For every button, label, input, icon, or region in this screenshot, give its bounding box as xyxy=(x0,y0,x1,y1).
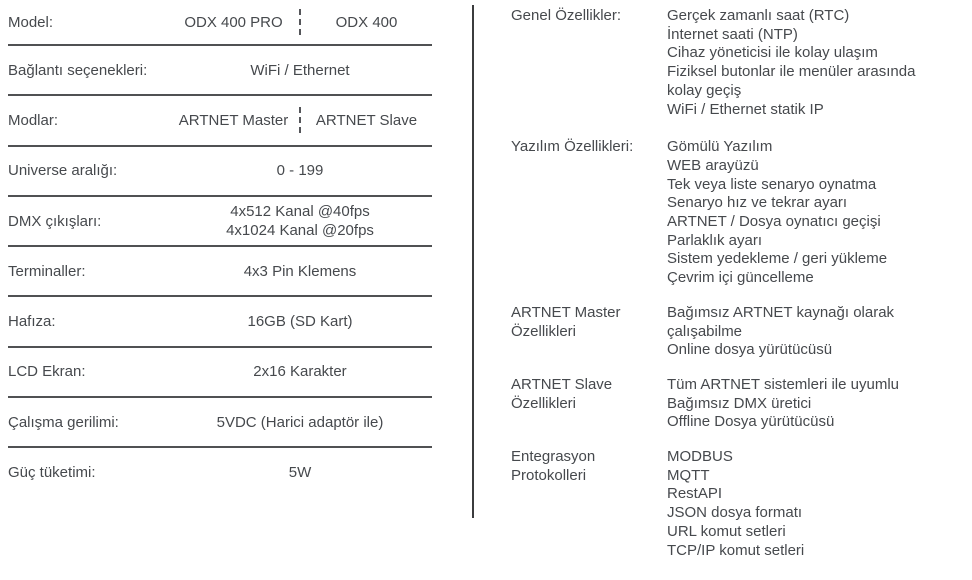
feature-item: Tüm ARTNET sistemleri ile uyumlu xyxy=(667,375,900,393)
feature-section-values xyxy=(667,138,961,288)
feature-section-values xyxy=(667,448,961,560)
spec-value xyxy=(168,247,432,295)
feature-item: Sistem yedekleme / geri yükleme xyxy=(667,250,888,268)
spec-value-lines xyxy=(168,202,432,240)
spec-row xyxy=(8,247,432,297)
feature-item: Fiziksel butonlar ile menüler arasında xyxy=(667,63,916,81)
feature-item: RestAPI xyxy=(667,485,723,503)
feature-item: Offline Dosya yürütücüsü xyxy=(667,413,835,431)
spec-row xyxy=(8,297,432,347)
spec-label: Hafıza: xyxy=(8,313,56,331)
spec-value-line: 4x512 Kanal @40fps xyxy=(230,203,370,221)
spec-label: DMX çıkışları: xyxy=(8,212,102,230)
spec-row xyxy=(8,147,432,197)
feature-item: Senaryo hız ve tekrar ayarı xyxy=(667,194,848,212)
feature-section-label-line: ARTNET Slave xyxy=(511,375,613,393)
spec-value-text: WiFi / Ethernet xyxy=(250,61,350,79)
feature-item: Gömülü Yazılım xyxy=(667,138,773,156)
spec-value-text: 0 - 199 xyxy=(276,162,324,180)
spec-label: Modlar: xyxy=(8,111,59,129)
feature-item: Bağımsız ARTNET kaynağı olarak xyxy=(667,303,895,321)
spec-label: Bağlantı seçenekleri: xyxy=(8,61,148,79)
feature-section xyxy=(511,448,961,560)
column-divider xyxy=(472,5,474,518)
spec-label: Model: xyxy=(8,13,54,31)
feature-section-label xyxy=(511,376,667,432)
spec-value xyxy=(168,398,432,446)
feature-item: WEB arayüzü xyxy=(667,156,759,174)
feature-item: ARTNET / Dosya oynatıcı geçişi xyxy=(667,213,881,231)
spec-value-right: ODX 400 xyxy=(335,13,398,31)
feature-item: Çevrim içi güncelleme xyxy=(667,269,814,287)
spec-value xyxy=(168,147,432,195)
feature-section-values xyxy=(667,304,961,360)
spec-value-text: 5VDC (Harici adaptör ile) xyxy=(216,413,384,431)
feature-item: URL komut setleri xyxy=(667,522,786,540)
feature-item: TCP/IP komut setleri xyxy=(667,541,805,559)
spec-row xyxy=(8,96,432,146)
feature-section-label-line: Özellikleri xyxy=(511,394,577,412)
feature-section-label-line: Özellikleri xyxy=(511,322,577,340)
feature-item: Tek veya liste senaryo oynatma xyxy=(667,175,877,193)
feature-section-label xyxy=(511,304,667,360)
spec-label: Çalışma gerilimi: xyxy=(8,413,119,431)
feature-item: Gerçek zamanlı saat (RTC) xyxy=(667,7,850,24)
feature-section xyxy=(511,7,961,119)
feature-section-label-line: Genel Özellikler: xyxy=(511,7,622,24)
feature-section xyxy=(511,138,961,288)
feature-section-label xyxy=(511,138,667,288)
spec-value xyxy=(168,46,432,94)
spec-row xyxy=(8,0,432,46)
spec-label: LCD Ekran: xyxy=(8,363,86,381)
feature-section-label-line: ARTNET Master xyxy=(511,303,621,321)
feature-item: MODBUS xyxy=(667,448,733,466)
feature-item: Parlaklık ayarı xyxy=(667,231,763,249)
feature-section xyxy=(511,376,961,432)
feature-section-values xyxy=(667,376,961,432)
features-panel xyxy=(511,7,961,576)
spec-value-text: 16GB (SD Kart) xyxy=(247,313,353,331)
spec-row xyxy=(8,448,432,496)
spec-value xyxy=(168,448,432,496)
feature-item: Cihaz yöneticisi ile kolay ulaşım xyxy=(667,44,878,62)
spec-value-text: 5W xyxy=(288,464,312,482)
feature-section-label-line: Entegrasyon xyxy=(511,448,596,466)
spec-table xyxy=(8,0,432,497)
spec-value-line: 4x1024 Kanal @20fps xyxy=(226,222,374,240)
feature-item: Online dosya yürütücüsü xyxy=(667,341,833,359)
feature-section-values xyxy=(667,7,961,119)
spec-row xyxy=(8,398,432,448)
spec-row xyxy=(8,46,432,96)
spec-value xyxy=(168,197,432,245)
feature-item: çalışabilme xyxy=(667,322,743,340)
spec-value xyxy=(168,96,432,144)
spec-row xyxy=(8,197,432,247)
feature-section-label-line: Yazılım Özellikleri: xyxy=(511,138,634,156)
spec-value-left: ODX 400 PRO xyxy=(184,13,283,31)
spec-label: Güç tüketimi: xyxy=(8,464,96,482)
spec-value-text: 2x16 Karakter xyxy=(253,363,347,381)
spec-value-right: ARTNET Slave xyxy=(315,111,418,129)
spec-value-text: 4x3 Pin Klemens xyxy=(243,262,357,280)
spec-value xyxy=(168,297,432,345)
feature-item: Bağımsız DMX üretici xyxy=(667,394,812,412)
feature-item: İnternet saati (NTP) xyxy=(667,25,798,43)
feature-item: JSON dosya formatı xyxy=(667,504,803,522)
feature-section xyxy=(511,304,961,360)
feature-item: WiFi / Ethernet statik IP xyxy=(667,100,824,118)
feature-section-label xyxy=(511,7,667,119)
spec-row xyxy=(8,348,432,398)
spec-label: Terminaller: xyxy=(8,262,86,280)
feature-item: MQTT xyxy=(667,466,710,484)
feature-item: kolay geçiş xyxy=(667,81,742,99)
spec-value xyxy=(168,0,432,44)
feature-section-label-line: Protokolleri xyxy=(511,466,587,484)
spec-label: Universe aralığı: xyxy=(8,162,118,180)
spec-value-left: ARTNET Master xyxy=(178,111,289,129)
feature-section-label xyxy=(511,448,667,560)
spec-value xyxy=(168,348,432,396)
